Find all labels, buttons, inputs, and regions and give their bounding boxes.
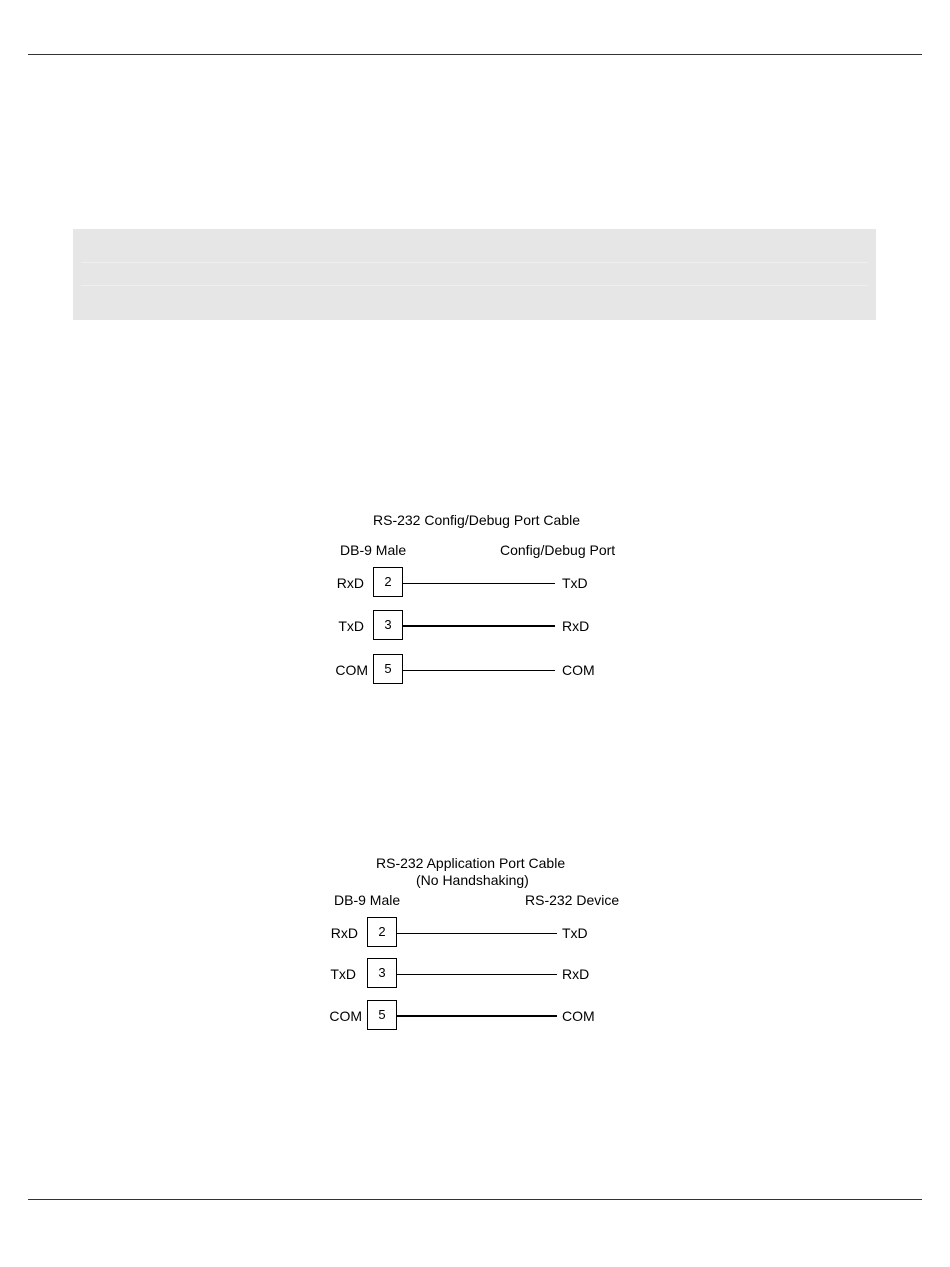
left-signal-label: TxD	[330, 966, 356, 982]
pin-number-box: 3	[367, 958, 397, 988]
pin-row	[0, 1000, 950, 1032]
right-signal-label: COM	[562, 1008, 595, 1024]
pin-row	[0, 958, 950, 990]
right-signal-label: TxD	[562, 925, 588, 941]
pin-row	[0, 917, 950, 949]
right-connector-header: Config/Debug Port	[500, 542, 616, 558]
left-connector-header: DB-9 Male	[340, 542, 407, 558]
right-signal-label: COM	[562, 662, 595, 678]
wire-line	[397, 933, 557, 934]
diagram-title: RS-232 Application Port Cable	[376, 855, 566, 871]
pin-number-box: 5	[367, 1000, 397, 1030]
left-signal-label: COM	[329, 1008, 362, 1024]
footer-rule	[28, 1199, 922, 1200]
left-signal-label: TxD	[338, 618, 364, 634]
right-signal-label: RxD	[562, 618, 590, 634]
left-signal-label: RxD	[330, 925, 358, 941]
right-connector-header: RS-232 Device	[525, 892, 620, 908]
left-signal-label: COM	[335, 662, 368, 678]
right-signal-label: RxD	[562, 966, 590, 982]
pin-number-box: 3	[373, 610, 403, 640]
left-connector-header: DB-9 Male	[334, 892, 401, 908]
right-signal-label: TxD	[562, 575, 588, 591]
wire-line	[397, 1015, 557, 1017]
diagram-subtitle: (No Handshaking)	[416, 872, 529, 888]
pin-number-box: 2	[373, 567, 403, 597]
pin-number-box: 5	[373, 654, 403, 684]
left-signal-label: RxD	[336, 575, 364, 591]
pin-number-box: 2	[367, 917, 397, 947]
wire-line	[397, 974, 557, 975]
diagram-title: RS-232 Config/Debug Port Cable	[373, 512, 581, 528]
